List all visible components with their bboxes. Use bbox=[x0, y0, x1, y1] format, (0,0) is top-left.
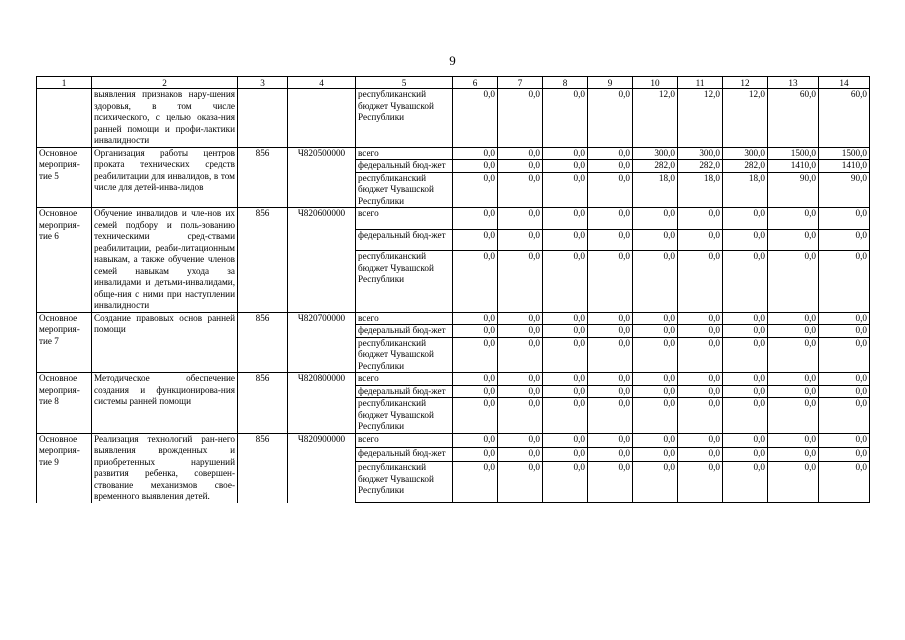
value-cell: 0,0 bbox=[498, 251, 543, 312]
value-cell: 0,0 bbox=[723, 385, 768, 398]
value-cell: 0,0 bbox=[543, 385, 588, 398]
value-cell: 0,0 bbox=[723, 462, 768, 503]
value-cell: 12,0 bbox=[633, 89, 678, 148]
value-cell: 0,0 bbox=[543, 462, 588, 503]
activity-label: Основное мероприя-тие 6 bbox=[37, 208, 92, 313]
page-number: 9 bbox=[449, 53, 456, 68]
value-cell: 0,0 bbox=[588, 325, 633, 338]
value-cell: 0,0 bbox=[633, 208, 678, 230]
value-cell: 0,0 bbox=[678, 312, 723, 325]
value-cell: 0,0 bbox=[768, 373, 819, 386]
value-cell: 0,0 bbox=[453, 251, 498, 312]
value-cell: 0,0 bbox=[498, 229, 543, 251]
value-cell: 0,0 bbox=[543, 433, 588, 447]
activity-label bbox=[37, 89, 92, 148]
funding-source: федеральный бюд-жет bbox=[356, 385, 453, 398]
value-cell: 0,0 bbox=[498, 433, 543, 447]
value-cell: 0,0 bbox=[453, 89, 498, 148]
value-cell: 0,0 bbox=[768, 251, 819, 312]
funding-source: всего bbox=[356, 373, 453, 386]
header-row bbox=[37, 77, 870, 89]
value-cell: 18,0 bbox=[633, 172, 678, 208]
value-cell: 0,0 bbox=[723, 433, 768, 447]
value-cell: 0,0 bbox=[588, 398, 633, 434]
value-cell: 0,0 bbox=[768, 385, 819, 398]
value-cell: 0,0 bbox=[453, 433, 498, 447]
value-cell: 0,0 bbox=[819, 337, 870, 373]
value-cell: 0,0 bbox=[678, 337, 723, 373]
value-cell: 0,0 bbox=[498, 462, 543, 503]
value-cell: 0,0 bbox=[723, 325, 768, 338]
value-cell: 0,0 bbox=[588, 447, 633, 461]
activity-label: Основное мероприя-тие 8 bbox=[37, 373, 92, 434]
value-cell: 0,0 bbox=[498, 160, 543, 173]
value-cell: 0,0 bbox=[498, 89, 543, 148]
value-cell: 0,0 bbox=[543, 172, 588, 208]
value-cell: 0,0 bbox=[819, 447, 870, 461]
value-cell: 0,0 bbox=[723, 398, 768, 434]
value-cell: 0,0 bbox=[453, 373, 498, 386]
value-cell: 60,0 bbox=[768, 89, 819, 148]
value-cell: 0,0 bbox=[819, 433, 870, 447]
value-cell: 0,0 bbox=[453, 160, 498, 173]
funding-source: всего bbox=[356, 147, 453, 160]
value-cell: 0,0 bbox=[588, 373, 633, 386]
value-cell: 0,0 bbox=[819, 325, 870, 338]
value-cell: 0,0 bbox=[498, 385, 543, 398]
value-cell: 0,0 bbox=[723, 447, 768, 461]
column-header: 10 bbox=[633, 77, 678, 89]
value-cell: 0,0 bbox=[819, 373, 870, 386]
value-cell: 0,0 bbox=[453, 462, 498, 503]
value-cell: 0,0 bbox=[819, 398, 870, 434]
value-cell: 0,0 bbox=[588, 172, 633, 208]
gov-code: 856 bbox=[238, 312, 288, 373]
value-cell: 0,0 bbox=[543, 160, 588, 173]
funding-source: республиканский бюджет Чувашской Республики bbox=[356, 251, 453, 312]
value-cell: 0,0 bbox=[498, 147, 543, 160]
value-cell: 0,0 bbox=[498, 208, 543, 230]
value-cell: 0,0 bbox=[723, 337, 768, 373]
value-cell: 0,0 bbox=[723, 373, 768, 386]
value-cell: 0,0 bbox=[768, 462, 819, 503]
value-cell: 0,0 bbox=[678, 447, 723, 461]
value-cell: 0,0 bbox=[633, 447, 678, 461]
activity-description: выявления признаков нару-шения здоровья, в том числе психического, с целью оказа-ния ранней помощи и профи-лактики инвалидности bbox=[92, 89, 238, 148]
value-cell: 0,0 bbox=[498, 337, 543, 373]
funding-source: республиканский бюджет Чувашской Республики bbox=[356, 89, 453, 148]
value-cell: 0,0 bbox=[819, 251, 870, 312]
value-cell: 0,0 bbox=[768, 433, 819, 447]
value-cell: 0,0 bbox=[543, 312, 588, 325]
value-cell: 0,0 bbox=[633, 325, 678, 338]
value-cell: 0,0 bbox=[588, 160, 633, 173]
gov-code: 856 bbox=[238, 373, 288, 434]
value-cell: 0,0 bbox=[588, 385, 633, 398]
value-cell: 1410,0 bbox=[768, 160, 819, 173]
value-cell: 0,0 bbox=[588, 208, 633, 230]
column-header: 5 bbox=[356, 77, 453, 89]
activity-description: Создание правовых основ ранней помощи bbox=[92, 312, 238, 373]
value-cell: 0,0 bbox=[453, 337, 498, 373]
value-cell: 0,0 bbox=[543, 447, 588, 461]
value-cell: 300,0 bbox=[678, 147, 723, 160]
value-cell: 0,0 bbox=[543, 147, 588, 160]
budget-code: Ч820600000 bbox=[288, 208, 356, 313]
value-cell: 0,0 bbox=[678, 373, 723, 386]
value-cell: 0,0 bbox=[453, 172, 498, 208]
column-header: 7 bbox=[498, 77, 543, 89]
value-cell: 0,0 bbox=[678, 251, 723, 312]
value-cell: 0,0 bbox=[453, 398, 498, 434]
value-cell: 0,0 bbox=[768, 398, 819, 434]
column-header: 11 bbox=[678, 77, 723, 89]
value-cell: 0,0 bbox=[678, 433, 723, 447]
value-cell: 0,0 bbox=[768, 447, 819, 461]
column-header: 12 bbox=[723, 77, 768, 89]
value-cell: 0,0 bbox=[588, 312, 633, 325]
value-cell: 282,0 bbox=[678, 160, 723, 173]
value-cell: 90,0 bbox=[819, 172, 870, 208]
value-cell: 18,0 bbox=[678, 172, 723, 208]
budget-code: Ч820500000 bbox=[288, 147, 356, 208]
value-cell: 0,0 bbox=[588, 433, 633, 447]
value-cell: 0,0 bbox=[768, 325, 819, 338]
value-cell: 0,0 bbox=[678, 462, 723, 503]
funding-source: республиканский бюджет Чувашской Республики bbox=[356, 398, 453, 434]
activity-label: Основное мероприя-тие 5 bbox=[37, 147, 92, 208]
value-cell: 0,0 bbox=[498, 172, 543, 208]
budget-code: Ч820900000 bbox=[288, 433, 356, 503]
value-cell: 0,0 bbox=[633, 385, 678, 398]
gov-code: 856 bbox=[238, 147, 288, 208]
value-cell: 0,0 bbox=[498, 325, 543, 338]
activity-label: Основное мероприя-тие 9 bbox=[37, 433, 92, 503]
funding-source: всего bbox=[356, 312, 453, 325]
column-header: 6 bbox=[453, 77, 498, 89]
funding-source: федеральный бюд-жет bbox=[356, 325, 453, 338]
value-cell: 0,0 bbox=[678, 385, 723, 398]
column-header: 14 bbox=[819, 77, 870, 89]
value-cell: 0,0 bbox=[633, 337, 678, 373]
value-cell: 90,0 bbox=[768, 172, 819, 208]
activity-description: Реализация технологий ран-него выявления врожденных и приобретенных нарушений развития ребенка, совершен-ствование механизмов свое-временного выявления детей. bbox=[92, 433, 238, 503]
value-cell: 0,0 bbox=[588, 337, 633, 373]
gov-code bbox=[238, 89, 288, 148]
value-cell: 0,0 bbox=[543, 251, 588, 312]
value-cell: 0,0 bbox=[543, 337, 588, 373]
gov-code: 856 bbox=[238, 208, 288, 313]
value-cell: 0,0 bbox=[768, 208, 819, 230]
value-cell: 0,0 bbox=[768, 337, 819, 373]
table-row bbox=[37, 433, 870, 447]
table-body bbox=[37, 77, 870, 503]
column-header: 9 bbox=[588, 77, 633, 89]
value-cell: 0,0 bbox=[633, 433, 678, 447]
value-cell: 0,0 bbox=[723, 312, 768, 325]
gov-code: 856 bbox=[238, 433, 288, 503]
value-cell: 1410,0 bbox=[819, 160, 870, 173]
table-row bbox=[37, 312, 870, 325]
funding-table bbox=[36, 76, 870, 503]
table-row bbox=[37, 89, 870, 148]
value-cell: 60,0 bbox=[819, 89, 870, 148]
funding-source: федеральный бюд-жет bbox=[356, 160, 453, 173]
value-cell: 282,0 bbox=[633, 160, 678, 173]
value-cell: 0,0 bbox=[453, 312, 498, 325]
value-cell: 0,0 bbox=[633, 373, 678, 386]
column-header: 3 bbox=[238, 77, 288, 89]
value-cell: 300,0 bbox=[723, 147, 768, 160]
activity-description: Обучение инвалидов и чле-нов их семей подбору и поль-зованию техническими сред-ствами реабилитации, реаби-литационным навыкам, а также обучение членов семей навыкам ухода за инвалидами и детьми-инвалидами, обще-ния с ними при наступлении инвалидности bbox=[92, 208, 238, 313]
value-cell: 0,0 bbox=[819, 462, 870, 503]
value-cell: 0,0 bbox=[453, 447, 498, 461]
value-cell: 0,0 bbox=[453, 385, 498, 398]
value-cell: 0,0 bbox=[768, 312, 819, 325]
value-cell: 0,0 bbox=[819, 208, 870, 230]
funding-source: республиканский бюджет Чувашской Республики bbox=[356, 337, 453, 373]
value-cell: 0,0 bbox=[633, 251, 678, 312]
value-cell: 0,0 bbox=[678, 208, 723, 230]
value-cell: 0,0 bbox=[819, 229, 870, 251]
value-cell: 0,0 bbox=[543, 325, 588, 338]
value-cell: 0,0 bbox=[633, 462, 678, 503]
column-header: 4 bbox=[288, 77, 356, 89]
value-cell: 0,0 bbox=[453, 208, 498, 230]
value-cell: 0,0 bbox=[453, 325, 498, 338]
value-cell: 0,0 bbox=[498, 398, 543, 434]
value-cell: 0,0 bbox=[543, 89, 588, 148]
value-cell: 0,0 bbox=[453, 147, 498, 160]
value-cell: 0,0 bbox=[588, 462, 633, 503]
value-cell: 0,0 bbox=[543, 373, 588, 386]
value-cell: 0,0 bbox=[498, 312, 543, 325]
value-cell: 0,0 bbox=[723, 229, 768, 251]
value-cell: 0,0 bbox=[588, 229, 633, 251]
table-row bbox=[37, 208, 870, 230]
funding-source: всего bbox=[356, 433, 453, 447]
value-cell: 0,0 bbox=[543, 208, 588, 230]
value-cell: 0,0 bbox=[819, 312, 870, 325]
value-cell: 0,0 bbox=[588, 89, 633, 148]
funding-source: всего bbox=[356, 208, 453, 230]
value-cell: 0,0 bbox=[498, 373, 543, 386]
value-cell: 0,0 bbox=[678, 229, 723, 251]
value-cell: 1500,0 bbox=[819, 147, 870, 160]
value-cell: 0,0 bbox=[588, 251, 633, 312]
column-header: 13 bbox=[768, 77, 819, 89]
funding-source: федеральный бюд-жет bbox=[356, 447, 453, 461]
funding-source: республиканский бюджет Чувашской Республики bbox=[356, 462, 453, 503]
activity-label: Основное мероприя-тие 7 bbox=[37, 312, 92, 373]
funding-source: республиканский бюджет Чувашской Республики bbox=[356, 172, 453, 208]
table-row bbox=[37, 147, 870, 160]
value-cell: 0,0 bbox=[819, 385, 870, 398]
value-cell: 0,0 bbox=[543, 398, 588, 434]
value-cell: 0,0 bbox=[543, 229, 588, 251]
column-header: 2 bbox=[92, 77, 238, 89]
value-cell: 0,0 bbox=[633, 398, 678, 434]
budget-code bbox=[288, 89, 356, 148]
budget-code: Ч820700000 bbox=[288, 312, 356, 373]
value-cell: 0,0 bbox=[588, 147, 633, 160]
value-cell: 0,0 bbox=[723, 251, 768, 312]
value-cell: 0,0 bbox=[768, 229, 819, 251]
table-row bbox=[37, 373, 870, 386]
value-cell: 12,0 bbox=[678, 89, 723, 148]
value-cell: 1500,0 bbox=[768, 147, 819, 160]
value-cell: 0,0 bbox=[633, 312, 678, 325]
value-cell: 0,0 bbox=[723, 208, 768, 230]
activity-description: Организация работы центров проката технических средств реабилитации для инвалидов, в том числе для детей-инва-лидов bbox=[92, 147, 238, 208]
value-cell: 0,0 bbox=[453, 229, 498, 251]
value-cell: 282,0 bbox=[723, 160, 768, 173]
value-cell: 0,0 bbox=[498, 447, 543, 461]
value-cell: 300,0 bbox=[633, 147, 678, 160]
value-cell: 12,0 bbox=[723, 89, 768, 148]
funding-source: федеральный бюд-жет bbox=[356, 229, 453, 251]
budget-code: Ч820800000 bbox=[288, 373, 356, 434]
column-header: 8 bbox=[543, 77, 588, 89]
value-cell: 0,0 bbox=[678, 398, 723, 434]
activity-description: Методическое обеспечение создания и функционирова-ния системы ранней помощи bbox=[92, 373, 238, 434]
value-cell: 18,0 bbox=[723, 172, 768, 208]
value-cell: 0,0 bbox=[633, 229, 678, 251]
value-cell: 0,0 bbox=[678, 325, 723, 338]
column-header: 1 bbox=[37, 77, 92, 89]
